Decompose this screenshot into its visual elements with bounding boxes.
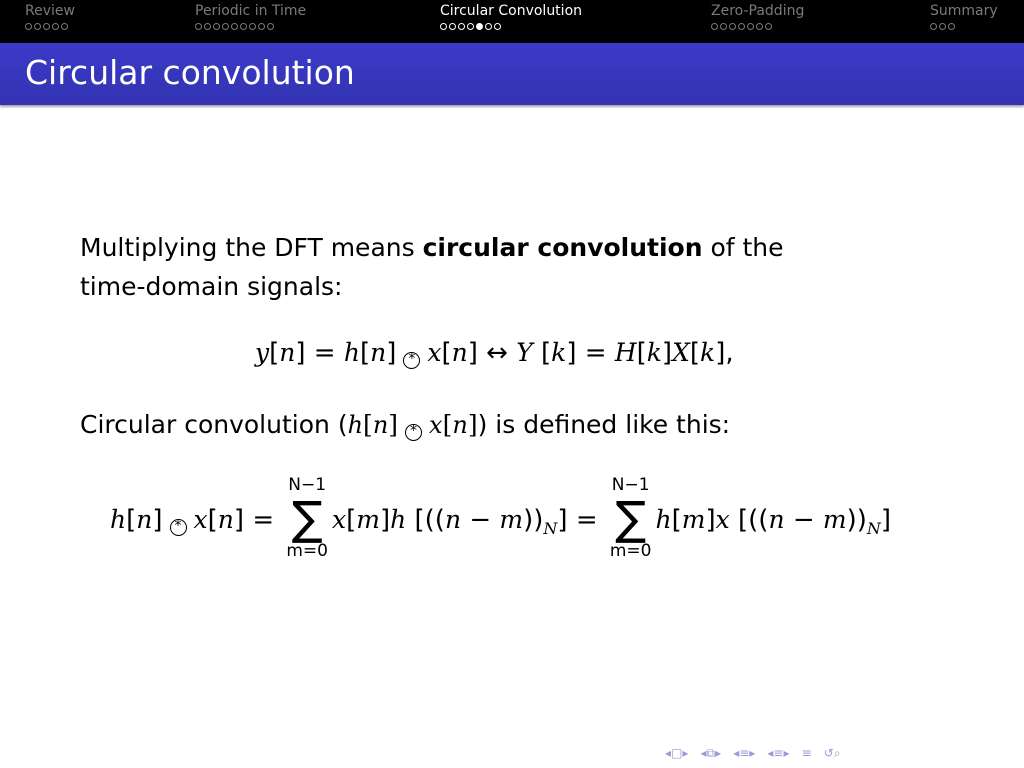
summation-1 [286,474,328,562]
nav-frame-dot[interactable] [267,23,274,30]
section-navigation-bar [0,0,1024,43]
nav-section-dots[interactable] [195,23,306,35]
sum-lower-limit: m=0 [286,541,328,561]
nav-section-title[interactable]: Review [25,3,75,19]
nav-frame-dot[interactable] [195,23,202,30]
nav-frame-dot[interactable] [231,23,238,30]
nav-frame-dot[interactable] [34,23,41,30]
nav-frame-dot[interactable] [43,23,50,30]
search-icon[interactable]: ↺⌕ [823,746,841,760]
nav-frame-dot[interactable] [765,23,772,30]
summation-2 [610,474,652,562]
section-nav-icon[interactable]: ◂≡▸ [733,746,756,760]
sigma-symbol: ∑ [291,491,323,545]
sum-upper-limit: N−1 [611,475,650,495]
definition-text-end: ) is defined like this: [477,410,731,439]
nav-frame-dot[interactable] [939,23,946,30]
nav-frame-dot[interactable] [485,23,492,30]
sum-upper-limit: N−1 [288,475,327,495]
nav-frame-dot[interactable] [52,23,59,30]
nav-frame-dot[interactable] [449,23,456,30]
nav-frame-dot[interactable] [440,23,447,30]
nav-frame-dot[interactable] [458,23,465,30]
nav-frame-dot[interactable] [720,23,727,30]
nav-frame-dot[interactable] [930,23,937,30]
equation-dft-product-text: y[n] = h[n] * x[n] ↔ Y [k] = H[k]X[k], [255,338,734,368]
nav-frame-dot[interactable] [25,23,32,30]
nav-frame-dot[interactable] [948,23,955,30]
equation-circular-convolution-definition [110,476,891,564]
nav-frame-dot[interactable] [249,23,256,30]
circular-convolution-symbol: * [405,424,422,441]
intro-text-end: of the [702,233,784,262]
nav-frame-dot[interactable] [258,23,265,30]
nav-section-dots[interactable] [25,23,75,35]
nav-frame-dot[interactable] [756,23,763,30]
nav-section-title[interactable]: Periodic in Time [195,3,307,19]
equation-lhs: h[n] * x[n] = [110,505,275,535]
nav-frame-dot[interactable] [729,23,736,30]
equation-term1: x[m]h $[((n - m))_N]$ = [332,505,598,538]
document-nav-icon[interactable]: ◂≡▸ [767,746,790,760]
nav-section-periodic-in-time[interactable] [195,3,306,35]
frame-title-bar [0,43,1024,105]
paragraph-definition: Circular convolution (h[n] * x[n]) is defined like this: [80,410,731,439]
nav-frame-dot[interactable] [494,23,501,30]
nav-frame-dot[interactable] [204,23,211,30]
nav-section-dots[interactable] [711,23,804,35]
equation-dft-product [255,338,734,368]
paragraph-intro-line2: time-domain signals: [80,272,343,301]
nav-section-circular-convolution[interactable] [440,3,582,35]
nav-section-title[interactable]: Circular Convolution [440,3,583,19]
nav-section-title[interactable]: Zero-Padding [711,3,805,19]
frame-prev-icon[interactable]: ◂□▸ [665,746,689,760]
intro-text-start: Multiplying the DFT means [80,233,423,262]
nav-frame-dot[interactable] [711,23,718,30]
nav-frame-dot[interactable] [240,23,247,30]
beamer-navigation-symbols [665,742,848,760]
definition-text-start: Circular convolution ( [80,410,348,439]
subsection-nav-icon[interactable]: ◂⧉▸ [700,746,722,760]
nav-frame-dot[interactable] [738,23,745,30]
circular-convolution-symbol: * [170,519,187,536]
nav-section-dots[interactable] [440,23,582,35]
equation-term2: h[m]x $[((n - m))_N]$ [655,505,892,538]
nav-frame-dot[interactable] [61,23,68,30]
circular-convolution-symbol: * [403,352,420,369]
slide-title: Circular convolution [25,53,355,92]
nav-frame-dot[interactable] [747,23,754,30]
paragraph-intro [80,229,784,267]
nav-frame-dot[interactable] [467,23,474,30]
nav-section-summary[interactable] [930,3,998,35]
intro-emphasis: circular convolution [422,233,703,262]
sum-lower-limit: m=0 [609,541,652,561]
outline-icon[interactable]: ≡ [801,746,812,760]
nav-section-title[interactable]: Summary [930,3,998,19]
nav-frame-dot[interactable] [222,23,229,30]
nav-section-review[interactable] [25,3,75,35]
nav-frame-dot[interactable] [213,23,220,30]
nav-section-dots[interactable] [930,23,998,35]
sigma-symbol: ∑ [615,491,647,545]
nav-section-zero-padding[interactable] [711,3,804,35]
nav-current-frame-dot[interactable] [476,23,483,30]
